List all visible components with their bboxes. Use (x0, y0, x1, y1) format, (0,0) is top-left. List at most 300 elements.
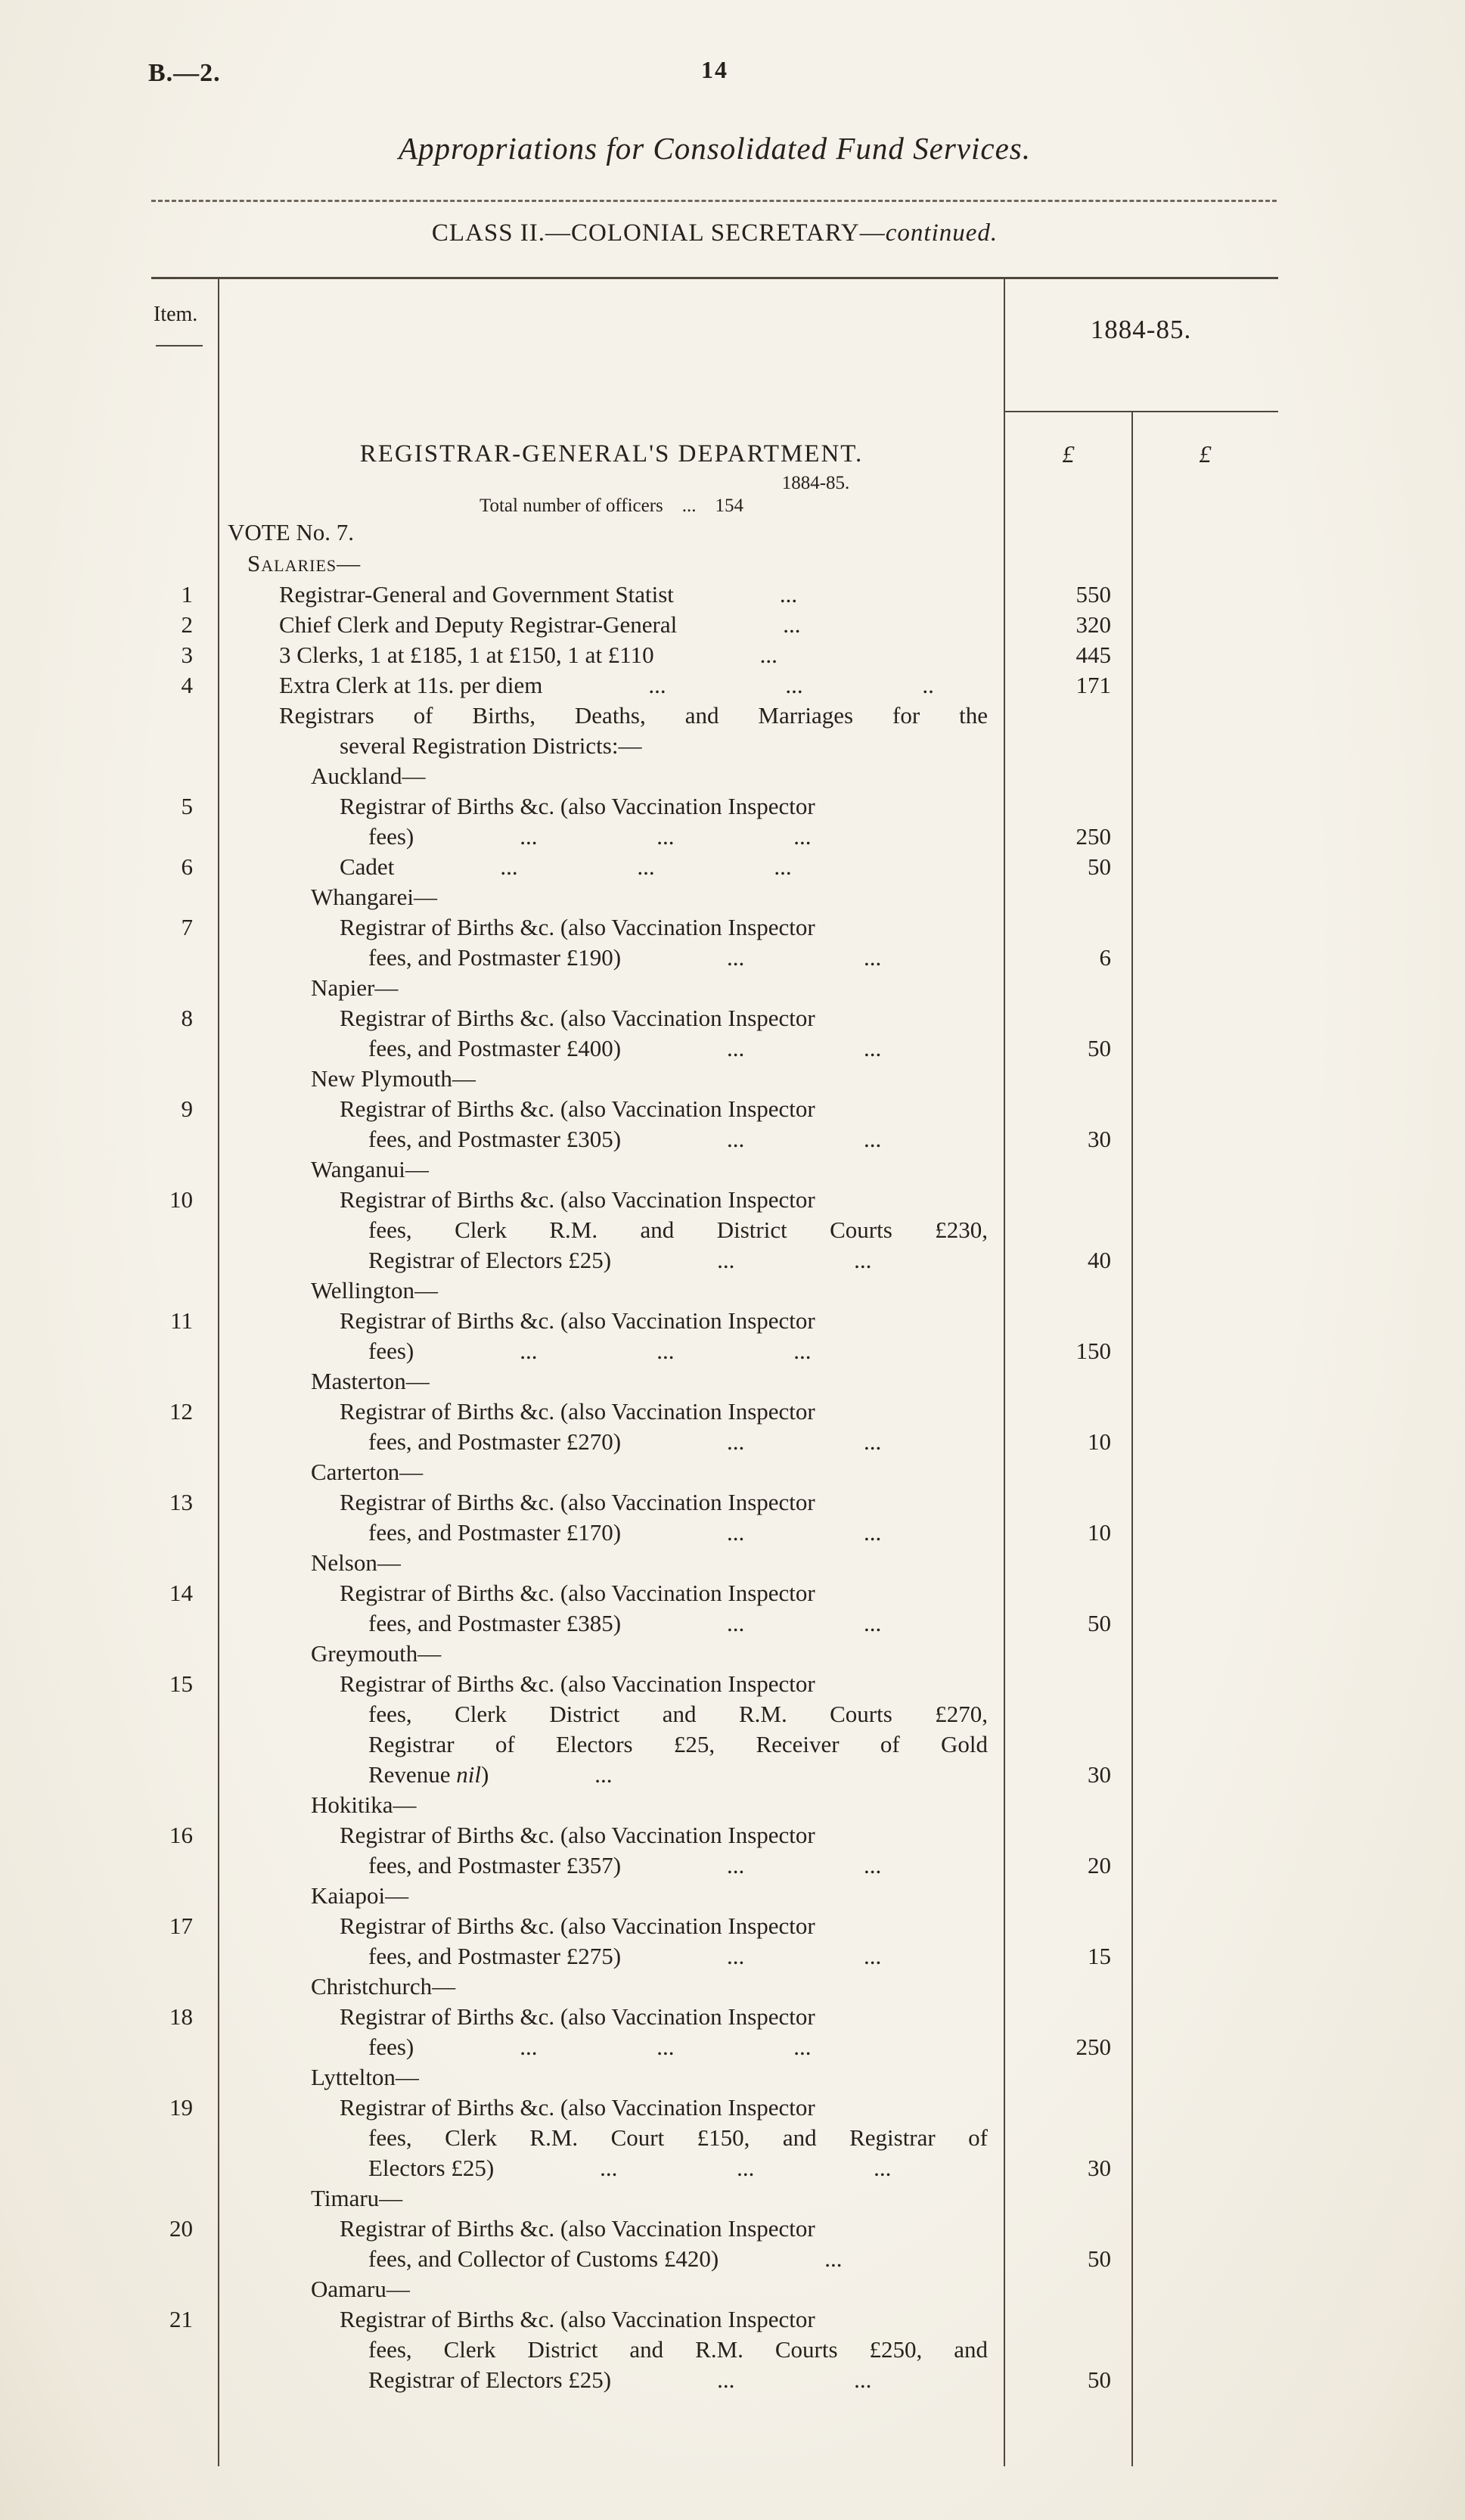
amount-2 (1132, 1276, 1278, 1306)
amount-1: 40 (1088, 1247, 1111, 1273)
row-text: Oamaru— (311, 2276, 410, 2302)
table-row (151, 1578, 1278, 1608)
dot-leaders: ... ... ... (520, 1338, 812, 1364)
amount-1 (1004, 912, 1132, 943)
row-text: Registrar of Electors £25) (368, 1247, 612, 1273)
row-desc (219, 580, 1004, 610)
dot-leaders: ... ... (727, 1428, 882, 1455)
amount-1: 171 (1075, 672, 1111, 698)
amount-1 (1004, 1578, 1132, 1608)
item-number (151, 472, 219, 495)
item-number: 5 (181, 793, 193, 819)
class-heading-continued: continued. (885, 219, 998, 247)
amount-1 (1004, 731, 1132, 761)
row-desc (219, 1487, 1004, 1518)
row-text: 3 Clerks, 1 at £185, 1 at £150, 1 at £110 (279, 642, 654, 668)
row-text: Napier— (311, 974, 399, 1001)
table-row (151, 973, 1278, 1003)
table-row (151, 472, 1278, 495)
dot-leaders: ... ... ... (520, 2034, 812, 2060)
dot-leaders: ... ... (727, 1943, 882, 1969)
row-text: fees, and Collector of Customs £420) (368, 2245, 719, 2272)
table-row (151, 1366, 1278, 1397)
table-row (151, 1124, 1278, 1154)
document-title: Appropriations for Consolidated Fund Services. (399, 131, 1031, 166)
item-number: 3 (181, 642, 193, 668)
table-row (151, 912, 1278, 943)
row-desc (219, 1215, 1004, 1245)
amount-2 (1132, 1064, 1278, 1094)
row-text: Registrar of Births &c. (also Vaccination Inspector (340, 1307, 815, 1334)
amount-2 (1132, 2032, 1278, 2062)
row-text: Registrar of Births &c. (also Vaccination Inspector (340, 2215, 815, 2242)
row-text: Extra Clerk at 11s. per diem (279, 672, 543, 698)
amount-2 (1132, 1820, 1278, 1850)
row-text: Masterton— (311, 1368, 430, 1394)
table-row (151, 436, 1278, 472)
table-row (151, 1881, 1278, 1911)
dot-leaders: ... ... .. (648, 672, 934, 698)
amount-1: 250 (1075, 2034, 1111, 2060)
dot-leaders: ... ... (727, 1035, 882, 1061)
row-desc (219, 517, 1004, 548)
amount-1 (1004, 2123, 1132, 2153)
dot-leaders: ... (779, 581, 798, 607)
table-row (151, 610, 1278, 640)
table-row (151, 1336, 1278, 1366)
amount-1 (1004, 1881, 1132, 1911)
table-row (151, 1548, 1278, 1578)
table-row (151, 1911, 1278, 1941)
item-number (151, 822, 219, 852)
table-row (151, 1699, 1278, 1729)
row-text: fees, Clerk District and R.M. Courts £270, (368, 1701, 988, 1727)
row-text: several Registration Districts:— (340, 732, 642, 759)
table-row (151, 2032, 1278, 2062)
dot-leaders: ... ... (727, 1610, 882, 1636)
amount-1: 10 (1088, 1519, 1111, 1546)
item-number (151, 973, 219, 1003)
row-desc (219, 1185, 1004, 1215)
row-text: Registrar of Births &c. (also Vaccination Inspector (340, 793, 815, 819)
amount-1 (1004, 495, 1132, 517)
amount-1 (1004, 1003, 1132, 1033)
table-row (151, 1518, 1278, 1548)
table-row (151, 1669, 1278, 1699)
amount-2 (1132, 1729, 1278, 1760)
row-text: Lyttelton— (311, 2064, 419, 2090)
table-row (151, 580, 1278, 610)
amount-2 (1132, 1790, 1278, 1820)
row-text: fees, and Postmaster £170) (368, 1519, 622, 1546)
item-number (151, 2123, 219, 2153)
amount-2 (1132, 1003, 1278, 1033)
amount-1 (1004, 1154, 1132, 1185)
table-row (151, 1760, 1278, 1790)
row-text: Wanganui— (311, 1156, 429, 1182)
row-desc (219, 1850, 1004, 1881)
row-desc (219, 610, 1004, 640)
row-desc (219, 640, 1004, 670)
row-desc (219, 1094, 1004, 1124)
row-desc (219, 852, 1004, 882)
amount-1 (1004, 1790, 1132, 1820)
amount-2 (1132, 2244, 1278, 2274)
item-number (151, 1699, 219, 1729)
item-number: 1 (181, 581, 193, 607)
amount-2 (1132, 852, 1278, 882)
item-number: 17 (169, 1913, 193, 1939)
row-text: Registrar of Births &c. (also Vaccination Inspector (340, 1913, 815, 1939)
row-desc (219, 2153, 1004, 2183)
amount-2 (1132, 1548, 1278, 1578)
row-text: fees, and Postmaster £305) (368, 1126, 622, 1152)
table-row (151, 1457, 1278, 1487)
amount-1 (1004, 973, 1132, 1003)
amount-1: 250 (1075, 823, 1111, 850)
table-row (151, 943, 1278, 973)
amount-2 (1132, 1306, 1278, 1336)
item-number (151, 2062, 219, 2093)
fiscal-year-header: 1884-85. (1090, 315, 1192, 344)
table-row (151, 2183, 1278, 2214)
item-number (151, 2244, 219, 2274)
amount-2 (1132, 1033, 1278, 1064)
amount-2 (1132, 1911, 1278, 1941)
table-row (151, 1215, 1278, 1245)
item-number: 20 (169, 2215, 193, 2242)
row-text: Hokitika— (311, 1791, 417, 1818)
dot-leaders: ... (594, 1761, 613, 1788)
row-desc (219, 2365, 1004, 2395)
row-desc (219, 670, 1004, 701)
amount-1 (1004, 1669, 1132, 1699)
row-desc (219, 1154, 1004, 1185)
table-row (151, 1941, 1278, 1972)
table-row (151, 1608, 1278, 1639)
table-row (151, 640, 1278, 670)
row-text: fees, and Postmaster £270) (368, 1428, 622, 1455)
item-number: 13 (169, 1489, 193, 1515)
amount-2 (1132, 1124, 1278, 1154)
row-text: Registrar of Electors £25) (368, 2366, 612, 2393)
row-desc (219, 1911, 1004, 1941)
row-desc (219, 1608, 1004, 1639)
item-number (151, 1639, 219, 1669)
table-row (151, 882, 1278, 912)
item-number (151, 2183, 219, 2214)
row-text: Registrar of Births &c. (also Vaccination Inspector (340, 1670, 815, 1697)
item-number: 2 (181, 611, 193, 638)
row-text: Nelson— (311, 1549, 401, 1576)
item-number (151, 1276, 219, 1306)
item-number: 21 (169, 2306, 193, 2332)
item-number (151, 436, 219, 472)
table-row (151, 2062, 1278, 2093)
row-text: Whangarei— (311, 884, 437, 910)
amount-1 (1004, 1185, 1132, 1215)
dot-leaders: ... (759, 642, 778, 668)
table-row (151, 548, 1278, 580)
item-number (151, 1245, 219, 1276)
table-row (151, 731, 1278, 761)
amount-1 (1004, 2093, 1132, 2123)
row-text: Registrar of Births &c. (also Vaccination Inspector (340, 2003, 815, 2030)
item-number (151, 2335, 219, 2365)
item-number (151, 2153, 219, 2183)
row-desc (219, 1518, 1004, 1548)
amount-1 (1004, 761, 1132, 791)
row-desc (219, 1033, 1004, 1064)
item-header-underline (156, 345, 203, 346)
row-text: Registrar of Births &c. (also Vaccination Inspector (340, 914, 815, 940)
table-row (151, 1185, 1278, 1215)
item-number (151, 495, 219, 517)
table-row (151, 1064, 1278, 1094)
amount-1: 50 (1088, 2245, 1111, 2272)
table-row (151, 2365, 1278, 2395)
amount-2 (1132, 1215, 1278, 1245)
row-desc (219, 1820, 1004, 1850)
row-desc (219, 943, 1004, 973)
amount-2 (1132, 973, 1278, 1003)
amount-2 (1132, 517, 1278, 548)
row-text: fees, and Postmaster £400) (368, 1035, 622, 1061)
row-text: Wellington— (311, 1277, 438, 1304)
row-text: fees, and Postmaster £275) (368, 1943, 622, 1969)
row-text: Kaiapoi— (311, 1882, 409, 1909)
amount-2 (1132, 1669, 1278, 1699)
amount-1 (1004, 2062, 1132, 2093)
table-row (151, 1820, 1278, 1850)
amount-1 (1004, 2183, 1132, 2214)
amount-2 (1132, 2274, 1278, 2304)
row-text: fees, Clerk R.M. and District Courts £230, (368, 1216, 988, 1243)
item-number (151, 1154, 219, 1185)
table-row (151, 1850, 1278, 1881)
amount-2 (1132, 1094, 1278, 1124)
amount-2 (1132, 1427, 1278, 1457)
table-row (151, 495, 1278, 517)
row-desc (219, 2214, 1004, 2244)
table-row (151, 2335, 1278, 2365)
row-text: Registrar of Births &c. (also Vaccination Inspector (340, 1186, 815, 1213)
table-row (151, 2304, 1278, 2335)
table-row (151, 2274, 1278, 2304)
class-heading-text: CLASS II.—COLONIAL SECRETARY— (431, 219, 886, 247)
amount-1 (1004, 2002, 1132, 2032)
amount-1 (1004, 2304, 1132, 2335)
amount-1 (1004, 1094, 1132, 1124)
amount-1: 30 (1088, 2155, 1111, 2181)
item-number (151, 1427, 219, 1457)
amount-1 (1004, 1820, 1132, 1850)
table-row (151, 761, 1278, 791)
row-desc (219, 1064, 1004, 1094)
table-row (151, 1790, 1278, 1820)
amount-2: £ (1199, 440, 1212, 468)
row-desc (219, 2244, 1004, 2274)
item-number: 4 (181, 672, 193, 698)
item-number (151, 1548, 219, 1578)
amount-1: 50 (1088, 1035, 1111, 1061)
row-desc (219, 2183, 1004, 2214)
amount-2 (1132, 1760, 1278, 1790)
dot-leaders: ... ... (727, 1126, 882, 1152)
amount-1 (1004, 517, 1132, 548)
table-row (151, 1094, 1278, 1124)
amount-2 (1132, 882, 1278, 912)
item-number (151, 2365, 219, 2395)
table-row (151, 1729, 1278, 1760)
row-text: Registrar of Births &c. (also Vaccination Inspector (340, 1822, 815, 1848)
appropriation-rows (151, 436, 1278, 2395)
dot-leaders: ... ... (727, 944, 882, 971)
row-text: fees, Clerk R.M. Court £150, and Registrar of (368, 2124, 988, 2151)
amount-1 (1004, 1639, 1132, 1669)
amount-2 (1132, 731, 1278, 761)
row-desc (219, 1457, 1004, 1487)
dot-leaders: ... ... ... (500, 853, 792, 880)
row-text: Greymouth— (311, 1640, 442, 1667)
amount-1: 6 (1099, 944, 1111, 971)
amount-2 (1132, 610, 1278, 640)
amount-2 (1132, 1608, 1278, 1639)
amount-2 (1132, 2062, 1278, 2093)
table-rule-top (151, 277, 1278, 279)
amount-1 (1004, 1699, 1132, 1729)
amount-2 (1132, 1336, 1278, 1366)
amount-2 (1132, 1487, 1278, 1518)
title-divider-rule (151, 200, 1277, 202)
row-desc (219, 2032, 1004, 2062)
amount-1 (1004, 882, 1132, 912)
table-row (151, 670, 1278, 701)
row-desc (219, 1669, 1004, 1699)
row-desc (219, 882, 1004, 912)
amount-1 (1004, 1306, 1132, 1336)
amount-1 (1004, 1487, 1132, 1518)
dot-leaders: ... ... (727, 1852, 882, 1878)
item-number (151, 1366, 219, 1397)
amount-1 (1004, 1972, 1132, 2002)
amount-2 (1132, 2183, 1278, 2214)
row-text: Registrar of Births &c. (also Vaccination Inspector (340, 1005, 815, 1031)
row-desc (219, 548, 1004, 580)
amount-2 (1132, 761, 1278, 791)
doc-reference: B.—2. (148, 59, 221, 87)
amount-1 (1004, 701, 1132, 731)
item-number: 6 (181, 853, 193, 880)
item-number: 8 (181, 1005, 193, 1031)
amount-1: 320 (1075, 611, 1111, 638)
item-number (151, 1972, 219, 2002)
item-column-header: Item. (154, 303, 198, 326)
row-desc (219, 1366, 1004, 1397)
row-desc (219, 2304, 1004, 2335)
table-row (151, 1487, 1278, 1518)
amount-2 (1132, 1699, 1278, 1729)
table-row (151, 1245, 1278, 1276)
amount-2 (1132, 2002, 1278, 2032)
amount-1: 550 (1075, 581, 1111, 607)
class-heading (151, 219, 1278, 247)
row-text: Registrar-General and Government Statist (279, 581, 674, 607)
table-row (151, 2153, 1278, 2183)
amount-1: 150 (1075, 1338, 1111, 1364)
item-number: 12 (169, 1398, 193, 1425)
amount-1 (1004, 2274, 1132, 2304)
item-number: 10 (169, 1186, 193, 1213)
amount-2 (1132, 1397, 1278, 1427)
row-desc (219, 436, 1004, 472)
amount-2 (1132, 943, 1278, 973)
amount-2 (1132, 912, 1278, 943)
amount-2 (1132, 1245, 1278, 1276)
row-desc (219, 1578, 1004, 1608)
amount-1: 30 (1088, 1761, 1111, 1788)
amount-2 (1132, 1185, 1278, 1215)
amount-1 (1004, 1729, 1132, 1760)
item-number: 16 (169, 1822, 193, 1848)
amount-2 (1132, 2123, 1278, 2153)
item-number (151, 1850, 219, 1881)
row-text: Registrars of Births, Deaths, and Marriages for the (279, 702, 988, 729)
row-text: fees) (368, 2034, 414, 2060)
amount-2 (1132, 1154, 1278, 1185)
row-desc (219, 1760, 1004, 1790)
row-desc (219, 2274, 1004, 2304)
item-number (151, 1518, 219, 1548)
row-desc (219, 2002, 1004, 2032)
amount-2 (1132, 670, 1278, 701)
amount-2 (1132, 2093, 1278, 2123)
amount-1 (1004, 2335, 1132, 2365)
amount-1 (1004, 1276, 1132, 1306)
amount-2 (1132, 495, 1278, 517)
row-desc (219, 2093, 1004, 2123)
table-row (151, 701, 1278, 731)
row-desc (219, 973, 1004, 1003)
item-number (151, 1215, 219, 1245)
table-row (151, 1972, 1278, 2002)
table-row (151, 822, 1278, 852)
row-desc (219, 701, 1004, 731)
amount-2 (1132, 640, 1278, 670)
amount-2 (1132, 2365, 1278, 2395)
table-row (151, 1154, 1278, 1185)
amount-2 (1132, 1972, 1278, 2002)
row-desc (219, 791, 1004, 822)
amount-1 (1004, 1548, 1132, 1578)
amount-2 (1132, 1457, 1278, 1487)
row-desc (219, 1972, 1004, 2002)
row-desc (219, 1306, 1004, 1336)
table-row (151, 1003, 1278, 1033)
row-desc (219, 1941, 1004, 1972)
amount-1: 50 (1088, 2366, 1111, 2393)
row-text: Total number of officers ... 154 (479, 496, 744, 516)
amount-2 (1132, 1941, 1278, 1972)
row-desc (423, 472, 1209, 495)
row-desc (219, 1245, 1004, 1276)
table-row (151, 852, 1278, 882)
amount-1: 15 (1088, 1943, 1111, 1969)
table-row (151, 1033, 1278, 1064)
row-desc (219, 1881, 1004, 1911)
amount-2 (1132, 1578, 1278, 1608)
amount-1 (1004, 1457, 1132, 1487)
